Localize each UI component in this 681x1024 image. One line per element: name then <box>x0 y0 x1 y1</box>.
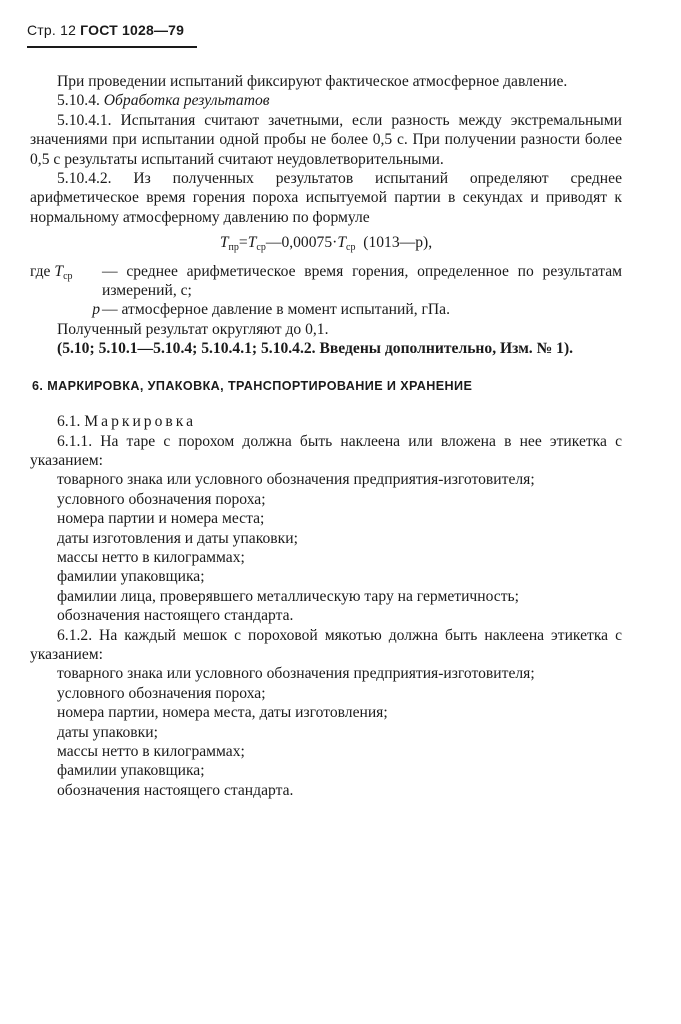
list-item: условного обозначения пороха; <box>57 684 266 702</box>
list-item: даты изготовления и даты упаковки; <box>57 529 298 547</box>
list-item: даты упаковки; <box>57 723 158 741</box>
list-6-1-2 <box>30 664 622 800</box>
clause-6-1: 6.1. Маркировка <box>57 413 197 431</box>
clause-6-1-2: 6.1.2. На каждый мешок с пороховой мякотью должна быть наклеена этикетка с указанием: <box>30 626 622 663</box>
list-item: фамилии упаковщика; <box>57 762 205 780</box>
where-definition-1: где $T_{ср}$ — среднее арифметическое время горения, определенное по результатам измерений, с; <box>30 262 622 300</box>
standard-code: ГОСТ 1028—79 <box>80 22 185 38</box>
list-6-1-1 <box>30 470 622 625</box>
list-item: условного обозначения пороха; <box>57 490 266 508</box>
amendment-note: (5.10; 5.10.1—5.10.4; 5.10.4.1; 5.10.4.2. Введены дополнительно, Изм. № 1). <box>57 340 574 358</box>
section-6-heading: 6. МАРКИРОВКА, УПАКОВКА, ТРАНСПОРТИРОВАНИЕ И ХРАНЕНИЕ <box>32 378 473 393</box>
intro-paragraph: При проведении испытаний фиксируют фактическое атмосферное давление. <box>57 73 568 90</box>
clause-6-1-1: 6.1.1. На таре с порохом должна быть наклеена или вложена в нее этикетка с указанием: <box>30 432 622 469</box>
list-item: товарного знака или условного обозначения предприятия-изготовителя; <box>57 471 535 489</box>
clause-5-10-4-2: 5.10.4.2. Из полученных результатов испытаний определяют среднее арифметическое время горения пороха испытуемой партии в секундах и приводят к нормальному атмосферному давлению по формуле <box>30 170 622 226</box>
list-item: товарного знака или условного обозначения предприятия-изготовителя; <box>57 665 535 683</box>
list-item: обозначения настоящего стандарта. <box>57 607 294 625</box>
list-item: номера партии и номера места; <box>57 510 265 528</box>
where-definition-2: p — атмосферное давление в момент испытаний, гПа. <box>92 301 450 319</box>
clause-5-10-4 <box>30 91 622 110</box>
page-header <box>27 22 184 38</box>
list-item: массы нетто в килограммах; <box>57 548 245 566</box>
document-body <box>30 72 622 800</box>
list-item: массы нетто в килограммах; <box>57 743 245 760</box>
page-number: Стр. 12 <box>27 22 77 38</box>
header-rule <box>27 46 197 48</box>
list-item: номера партии, номера места, даты изготовления; <box>57 704 388 722</box>
list-item: фамилии лица, проверявшего металлическую тару на герметичность; <box>57 587 519 605</box>
list-item: фамилии упаковщика; <box>57 568 205 586</box>
list-item: обозначения настоящего стандарта. <box>57 781 294 799</box>
clause-5-10-4-1: 5.10.4.1. Испытания считают зачетными, если разность между экстремальными значениями при испытании одной пробы не более 0,5 с. При получении разности более 0,5 с результаты испытаний считают неудовлетворительными. <box>30 111 622 168</box>
clause-number: 5.10.4. <box>57 92 100 110</box>
rounding-note: Полученный результат округляют до 0,1. <box>57 320 329 338</box>
clause-title: Обработка результатов <box>103 92 270 110</box>
formula: $T_{пр}=T_{ср}—0,00075\cdot T_{ср}$ (1013—p), <box>219 234 433 254</box>
